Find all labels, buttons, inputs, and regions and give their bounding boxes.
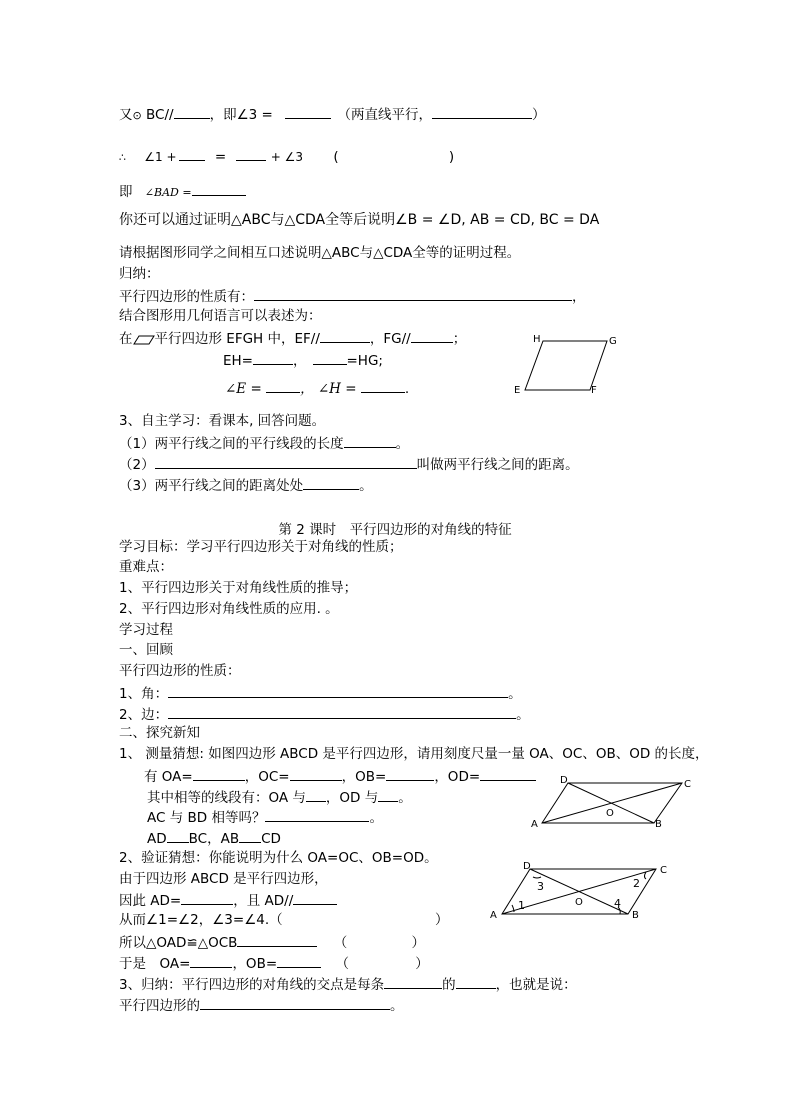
line-9 xyxy=(119,328,466,348)
text: ，OD= xyxy=(434,769,481,785)
blank-field[interactable] xyxy=(456,974,496,989)
line-2 xyxy=(119,146,454,167)
text: ，且 AD// xyxy=(233,893,294,909)
blank-field[interactable] xyxy=(168,704,516,719)
text: 学习目标：学习平行四边形关于对角线的性质； xyxy=(119,539,403,555)
line-17 xyxy=(119,558,173,576)
blank-field[interactable] xyxy=(266,378,300,393)
blank-field[interactable] xyxy=(384,974,442,989)
text: 请根据图形同学之间相互口述说明△ABC与△CDA全等的证明过程。 xyxy=(119,245,521,261)
blank-field[interactable] xyxy=(237,932,317,947)
blank-field[interactable] xyxy=(303,475,359,490)
line-24 xyxy=(119,704,530,724)
blank-field[interactable] xyxy=(344,433,396,448)
blank-field[interactable] xyxy=(293,890,337,905)
line-34 xyxy=(119,911,448,929)
text: ( xyxy=(333,149,339,165)
line-11 xyxy=(225,378,409,398)
vertex-c-label: C xyxy=(684,779,691,790)
text: 2、边： xyxy=(119,707,169,723)
text: （两直线平行， xyxy=(337,107,432,123)
line-32 xyxy=(119,870,328,888)
text: 3、自主学习：看课本, 回答问题。 xyxy=(119,413,326,429)
text: ， xyxy=(293,353,307,369)
text: 。 xyxy=(390,998,404,1014)
text: 平行四边形 EFGH 中，EF// xyxy=(154,331,320,347)
text: 所以△OAD≌△OCB xyxy=(119,935,238,951)
text: ，FG// xyxy=(369,331,411,347)
text: ，即∠3 = xyxy=(209,107,273,123)
text: ，OC= xyxy=(244,769,290,785)
text: ） xyxy=(531,107,546,123)
text: ） xyxy=(411,935,426,951)
text: 二、探究新知 xyxy=(119,725,200,741)
blank-field[interactable] xyxy=(190,953,232,968)
vertex-g-label: G xyxy=(609,336,617,347)
blank-field[interactable] xyxy=(192,181,246,196)
angle-4-label: 4 xyxy=(614,897,621,910)
blank-field[interactable] xyxy=(193,766,245,781)
angle-3-label: 3 xyxy=(537,880,544,893)
line-28 xyxy=(147,787,412,807)
text: + ∠3 xyxy=(270,150,304,164)
blank-field[interactable] xyxy=(168,683,508,698)
blank-field[interactable] xyxy=(155,454,417,469)
text: 1、平行四边形关于对角线性质的推导； xyxy=(119,580,358,596)
because-symbol: ⊙ xyxy=(132,109,142,122)
text: 重难点： xyxy=(119,559,173,575)
line-4 xyxy=(119,211,599,229)
text: =HG; xyxy=(346,353,383,369)
figure-efgh xyxy=(512,333,622,398)
text: AC 与 BD 相等吗？ xyxy=(147,810,266,826)
text: ，也就是说： xyxy=(495,977,577,993)
text: 又 xyxy=(119,107,133,123)
blank-field[interactable] xyxy=(179,146,205,161)
blank-field[interactable] xyxy=(200,995,390,1010)
text: 。 xyxy=(359,478,373,494)
line-8 xyxy=(119,307,322,325)
text: . xyxy=(404,381,410,397)
text: 结合图形用几何语言可以表述为： xyxy=(119,308,322,324)
text: 叫做两平行线之间的距离。 xyxy=(416,457,579,473)
line-12 xyxy=(119,412,325,430)
vertex-a-label: A xyxy=(490,910,497,921)
line-7 xyxy=(119,286,586,306)
vertex-d-label: D xyxy=(523,861,531,872)
text: 你还可以通过证明△ABC与△CDA全等后说明∠B = ∠D, AB = CD, BC = DA xyxy=(119,212,600,228)
blank-field[interactable] xyxy=(174,104,210,119)
text: 2、验证猜想：你能说明为什么 OA=OC、OB=OD。 xyxy=(119,850,438,866)
center-o-label: O xyxy=(575,897,583,908)
line-30 xyxy=(147,828,281,848)
text: 在 xyxy=(119,331,133,347)
text: 归纳： xyxy=(119,266,160,282)
blank-field[interactable] xyxy=(313,350,347,365)
blank-field[interactable] xyxy=(411,328,453,343)
angle-e-label: ∠E = xyxy=(225,381,262,397)
text: 2、平行四边形对角线性质的应用. 。 xyxy=(119,601,339,617)
line-33 xyxy=(119,890,337,910)
text: （ xyxy=(335,956,349,972)
text: 即 xyxy=(119,184,133,200)
vertex-e-label: E xyxy=(514,385,521,396)
line-22 xyxy=(119,662,241,680)
text: （ xyxy=(333,935,348,951)
line-6 xyxy=(119,265,160,283)
blank-field[interactable] xyxy=(386,766,434,781)
text: 一、回顾 xyxy=(119,642,173,658)
blank-field[interactable] xyxy=(277,953,321,968)
vertex-b-label: B xyxy=(632,910,639,921)
text: 平行四边形的 xyxy=(119,998,200,1014)
text: ） xyxy=(434,912,449,928)
angle-2-label: 2 xyxy=(633,877,640,890)
text: 。 xyxy=(516,707,530,723)
line-38 xyxy=(119,995,404,1015)
blank-field[interactable] xyxy=(265,807,369,822)
text: 学习过程 xyxy=(119,622,173,638)
text: 因此 AD= xyxy=(119,893,182,909)
vertex-a-label: A xyxy=(531,819,538,830)
blank-field[interactable] xyxy=(253,350,293,365)
text: ，OB= xyxy=(341,769,387,785)
parallelogram-icon xyxy=(133,333,155,345)
blank-field[interactable] xyxy=(236,146,266,161)
line-14 xyxy=(119,454,579,474)
blank-field[interactable] xyxy=(378,787,398,802)
text: EH= xyxy=(223,353,253,369)
text: 1、角： xyxy=(119,686,169,702)
line-16 xyxy=(119,538,403,556)
text: 于是 OA= xyxy=(119,956,191,972)
line-13 xyxy=(119,433,409,453)
line-15 xyxy=(119,475,373,495)
line-19 xyxy=(119,600,339,618)
line-18 xyxy=(119,579,357,597)
angle-1-label: 1 xyxy=(518,899,525,912)
text: （1）两平行线之间的平行线段的长度 xyxy=(119,436,344,452)
text: ) xyxy=(448,149,455,165)
angle-h-label: ， ∠H = xyxy=(300,381,357,397)
figure-abcd-2 xyxy=(488,859,673,924)
text: AD xyxy=(147,831,167,847)
line-35 xyxy=(119,932,425,952)
line-37 xyxy=(119,974,577,994)
text: （3）两平行线之间的距离处处 xyxy=(119,478,304,494)
text: 。 xyxy=(398,790,412,806)
line-21 xyxy=(119,641,173,659)
line-10 xyxy=(223,350,383,370)
text: BC，AB xyxy=(188,831,240,847)
line-26 xyxy=(119,745,709,763)
text: ，OB= xyxy=(232,956,278,972)
angle-bad-label: ∠BAD = xyxy=(144,186,192,199)
line-27 xyxy=(144,766,536,786)
vertex-f-label: F xyxy=(591,385,597,396)
blank-field[interactable] xyxy=(306,787,326,802)
text: ） xyxy=(415,956,429,972)
text: ； xyxy=(452,331,467,347)
vertex-d-label: D xyxy=(560,775,568,786)
blank-field[interactable] xyxy=(254,286,572,301)
text: （2） xyxy=(119,457,155,473)
text: 平行四边形的性质有： xyxy=(119,289,254,305)
text: 从而∠1=∠2，∠3=∠4.（ xyxy=(119,912,283,928)
blank-field[interactable] xyxy=(290,766,342,781)
angle-arc-3 xyxy=(533,877,541,878)
therefore-symbol: ∴ xyxy=(119,151,126,164)
text: CD xyxy=(261,831,281,847)
text: 1、 测量猜想: 如图四边形 ABCD 是平行四边形，请用刻度尺量一量 OA、OC、OB、OD 的长度， xyxy=(119,746,709,762)
line-36 xyxy=(119,953,429,973)
blank-field[interactable] xyxy=(239,828,261,843)
line-5 xyxy=(119,244,520,262)
center-o-label: O xyxy=(606,808,614,819)
text: 。 xyxy=(395,436,410,452)
line-1 xyxy=(119,104,545,125)
vertex-b-label: B xyxy=(655,819,662,830)
efgh-shape xyxy=(525,341,607,390)
line-23 xyxy=(119,683,522,703)
text: 。 xyxy=(508,686,522,702)
line-31 xyxy=(119,849,438,867)
text: BC// xyxy=(146,107,174,123)
angle-arc-2 xyxy=(645,872,647,879)
section-title: 第 2 课时 平行四边形的对角线的特征 xyxy=(278,522,512,538)
text: 其中相等的线段有：OA 与 xyxy=(147,790,306,806)
text: = xyxy=(214,149,227,165)
text: 3、归纳：平行四边形的对角线的交点是每条 xyxy=(119,977,385,993)
vertex-h-label: H xyxy=(533,334,541,345)
text: 的 xyxy=(442,977,456,993)
text: 有 OA= xyxy=(144,769,193,785)
line-3 xyxy=(119,181,246,202)
blank-field[interactable] xyxy=(167,828,189,843)
text: ，OD 与 xyxy=(325,790,379,806)
line-29 xyxy=(147,807,383,827)
blank-field[interactable] xyxy=(320,328,370,343)
blank-field[interactable] xyxy=(181,890,233,905)
text: 。 xyxy=(369,810,383,826)
text: ∠1 + xyxy=(144,150,177,164)
line-25 xyxy=(119,724,200,742)
figure-abcd-1 xyxy=(528,771,693,836)
line-20 xyxy=(119,621,173,639)
text: 由于四边形 ABCD 是平行四边形， xyxy=(119,871,328,887)
blank-field[interactable] xyxy=(285,104,331,119)
vertex-c-label: C xyxy=(660,865,667,876)
text: ， xyxy=(572,289,586,305)
text: 平行四边形的性质： xyxy=(119,663,241,679)
blank-field[interactable] xyxy=(432,104,532,119)
blank-field[interactable] xyxy=(361,378,405,393)
